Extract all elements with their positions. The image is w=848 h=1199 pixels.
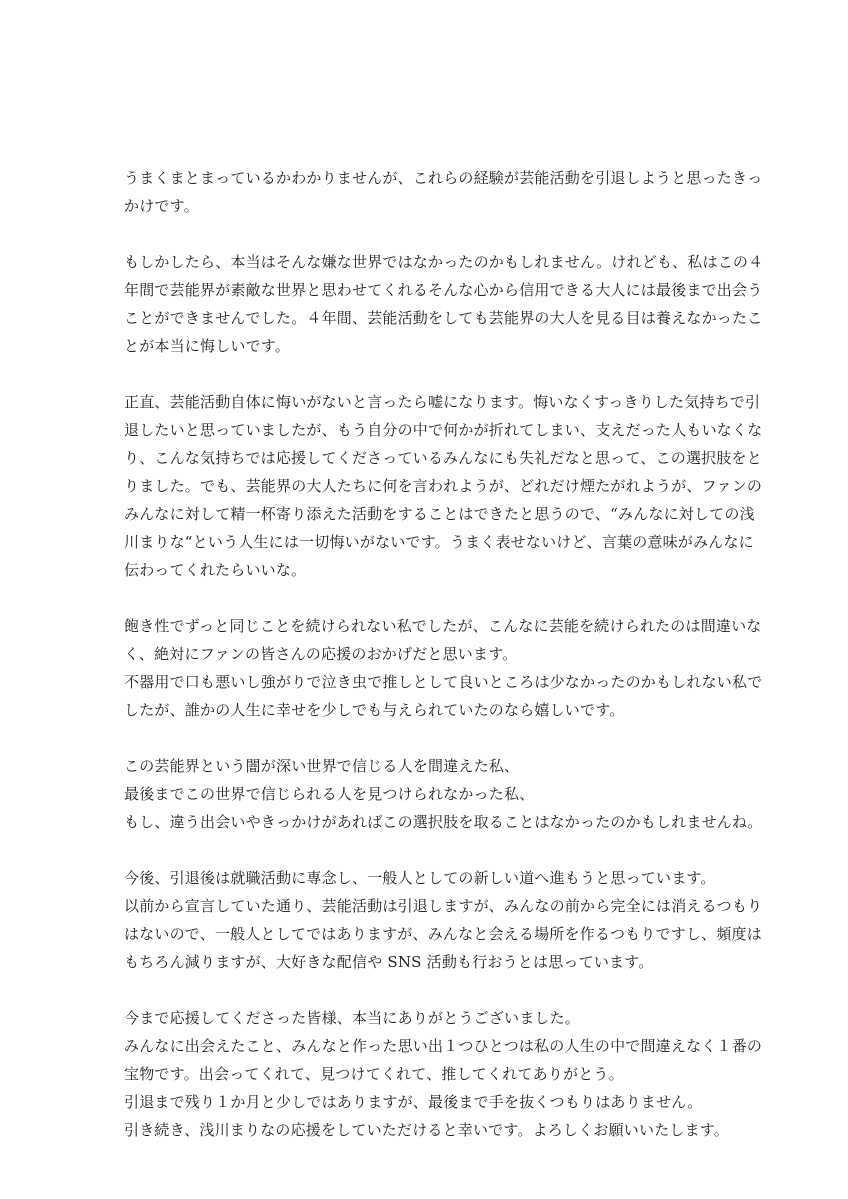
text-line: 川まりな“という人生には一切悔いがないです。うまく表せないけど、言葉の意味がみんなに xyxy=(124,533,754,551)
text-line: 引退まで残り１か月と少しではありますが、最後まで手を抜くつもりはありません。 xyxy=(124,1093,703,1111)
text-line: りました。でも、芸能界の大人たちに何を言われようが、どれだけ煙たがれようが、ファンの xyxy=(124,477,763,495)
paragraph-3 xyxy=(124,388,763,584)
text-line: 伝わってくれたらいいな。 xyxy=(124,561,307,579)
text-line: みんなに対して精一杯寄り添えた活動をすることはできたと思うので、“みんなに対しての浅 xyxy=(124,505,755,523)
text-line: もしかしたら、本当はそんな嫌な世界ではなかったのかもしれません。けれども、私はこの４ xyxy=(124,253,764,271)
text-line: うまくまとまっているかわかりませんが、これらの経験が芸能活動を引退しようと思ったきっ xyxy=(124,169,763,187)
paragraph-7 xyxy=(124,1004,763,1144)
paragraph-1 xyxy=(124,164,763,220)
text-line: この芸能界という闇が深い世界で信じる人を間違えた私、 xyxy=(124,757,520,775)
paragraph-2 xyxy=(124,248,764,360)
text-line: 年間で芸能界が素敵な世界と思わせてくれるそんな心から信用できる大人には最後まで出会う xyxy=(124,281,763,299)
text-line: ことができませんでした。４年間、芸能活動をしても芸能界の大人を見る目は養えなかったこ xyxy=(124,309,763,327)
text-line: かけです。 xyxy=(124,197,199,215)
paragraph-6 xyxy=(124,864,763,976)
text-line: もちろん減りますが、大好きな配信や SNS 活動も行おうとは思っています。 xyxy=(124,953,654,971)
text-line: 正直、芸能活動自体に悔いがないと言ったら嘘になります。悔いなくすっきりした気持ちで引 xyxy=(124,393,761,411)
text-line: 今まで応援してくださった皆様、本当にありがとうございました。 xyxy=(124,1009,581,1027)
text-line: 飽き性でずっと同じことを続けられない私でしたが、こんなに芸能を続けられたのは間違いな xyxy=(124,617,762,635)
text-line: したが、誰かの人生に幸せを少しでも与えられていたのなら嬉しいです。 xyxy=(124,701,625,719)
text-line: はないので、一般人としてではありますが、みんなと会える場所を作るつもりですし、頻度は xyxy=(124,925,762,943)
text-line: 今後、引退後は就職活動に専念し、一般人としての新しい道へ進もうと思っています。 xyxy=(124,869,716,887)
paragraph-5 xyxy=(124,752,763,836)
text-line: 不器用で口も悪いし強がりで泣き虫で推しとして良いところは少なかったのかもしれない私で xyxy=(124,673,763,691)
text-line: 引き続き、浅川まりなの応援をしていただけると幸いです。よろしくお願いいたします。 xyxy=(124,1121,730,1139)
text-line: り、こんな気持ちでは応援してくださっているみんなにも失礼だなと思って、この選択肢をと xyxy=(124,449,762,467)
letter-body xyxy=(124,164,764,1172)
text-line: とが本当に悔しいです。 xyxy=(124,337,291,355)
paragraph-4 xyxy=(124,612,763,724)
text-line: 以前から宣言していた通り、芸能活動は引退しますが、みんなの前から完全には消えるつもり xyxy=(124,897,763,915)
text-line: 退したいと思っていましたが、もう自分の中で何かが折れてしまい、支えだった人もいなくな xyxy=(124,421,763,439)
text-line: みんなに出会えたこと、みんなと作った思い出１つひとつは私の人生の中で間違えなく１番の xyxy=(124,1037,763,1055)
text-line: もし、違う出会いやきっかけがあればこの選択肢を取ることはなかったのかもしれませんね。 xyxy=(124,813,763,831)
text-line: 宝物です。出会ってくれて、見つけてくれて、推してくれてありがとう。 xyxy=(124,1065,624,1083)
text-line: 最後までこの世界で信じられる人を見つけられなかった私、 xyxy=(124,785,535,803)
text-line: く、絶対にファンの皆さんの応援のおかげだと思います。 xyxy=(124,645,518,663)
